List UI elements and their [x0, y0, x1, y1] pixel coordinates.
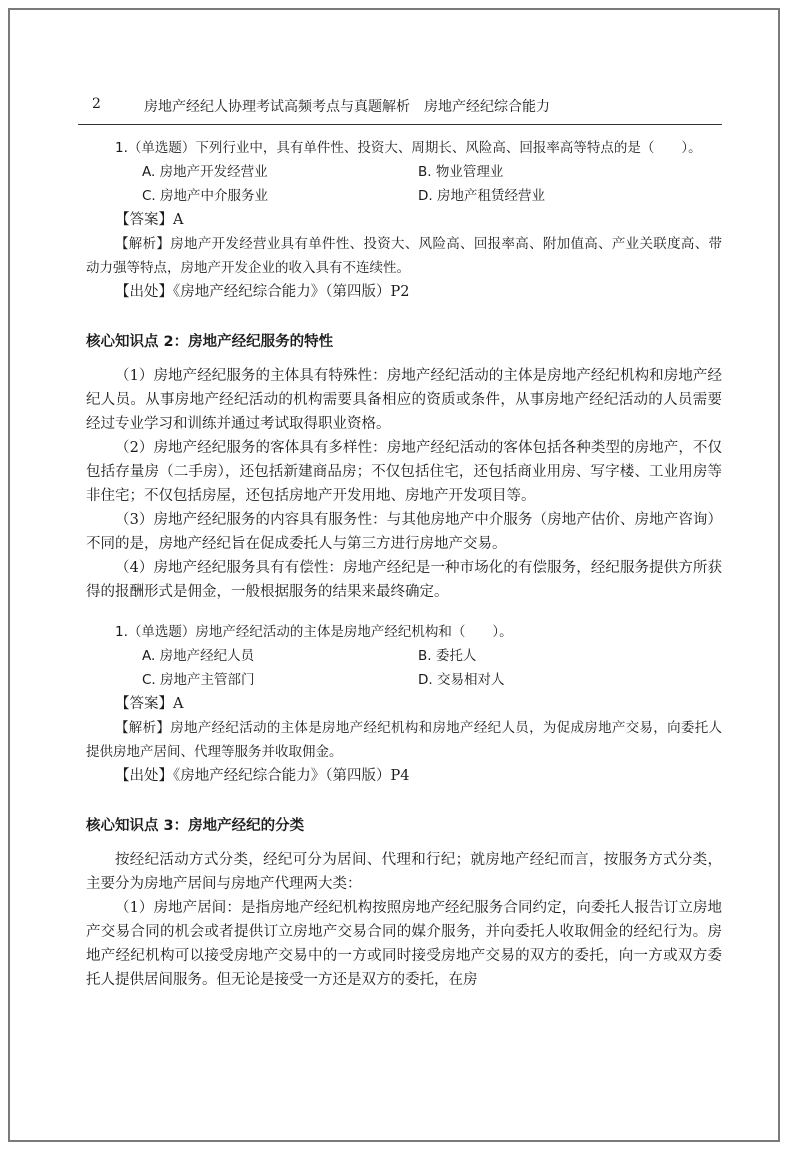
- section-2-title: 核心知识点 2：房地产经纪服务的特性: [86, 334, 334, 350]
- section-3-title: 核心知识点 3：房地产经纪的分类: [86, 818, 305, 834]
- question-1-options: [142, 160, 722, 208]
- question-1-analysis: 【解析】房地产开发经营业具有单件性、投资大、风险高、回报率高、附加值高、产业关联度高、带动力强等特点，房地产开发企业的收入具有不连续性。: [86, 236, 722, 276]
- option-b: B. 委托人: [418, 648, 477, 664]
- section-2-paragraph: （3）房地产经纪服务的内容具有服务性：与其他房地产中介服务（房地产估价、房地产咨询）不同的是，房地产经纪旨在促成委托人与第三方进行房地产交易。: [86, 512, 722, 552]
- question-1-stem: 1.（单选题）下列行业中，具有单件性、投资大、周期长、风险高、回报率高等特点的是（ ）。: [115, 140, 702, 156]
- section-2-paragraph: （4）房地产经纪服务具有有偿性：房地产经纪是一种市场化的有偿服务，经纪服务提供方所获得的报酬形式是佣金，一般根据服务的结果来最终确定。: [86, 560, 722, 600]
- option-a: A. 房地产经纪人员: [142, 648, 255, 664]
- section-3-paragraph: 按经纪活动方式分类，经纪可分为居间、代理和行纪；就房地产经纪而言，按服务方式分类，主要分为房地产居间与房地产代理两大类：: [86, 852, 722, 892]
- option-d: D. 交易相对人: [418, 672, 505, 688]
- option-c: C. 房地产主管部门: [142, 672, 255, 688]
- question-2-source: 【出处】《房地产经纪综合能力》（第四版）P4: [115, 768, 410, 784]
- header-title: 房地产经纪人协理考试高频考点与真题解析 房地产经纪综合能力: [144, 99, 550, 115]
- question-1-source: 【出处】《房地产经纪综合能力》（第四版）P2: [115, 284, 410, 300]
- option-c: C. 房地产中介服务业: [142, 188, 269, 204]
- option-a: A. 房地产开发经营业: [142, 164, 268, 180]
- section-3-paragraph: （1）房地产居间：是指房地产经纪机构按照房地产经纪服务合同约定，向委托人报告订立房地产交易合同的机会或者提供订立房地产交易合同的媒介服务，并向委托人收取佣金的经纪行为。房地产经纪机构可以接受房地产交易中的一方或同时接受房地产交易的双方的委托，向一方或双方委托人提供居间服务。但无论是接受一方还是双方的委托，在房: [86, 900, 722, 988]
- section-2-paragraph: （1）房地产经纪服务的主体具有特殊性：房地产经纪活动的主体是房地产经纪机构和房地产经纪人员。从事房地产经纪活动的机构需要具备相应的资质或条件，从事房地产经纪活动的人员需要经过专业学习和训练并通过考试取得职业资格。: [86, 368, 722, 432]
- question-2-analysis: 【解析】房地产经纪活动的主体是房地产经纪机构和房地产经纪人员，为促成房地产交易，向委托人提供房地产居间、代理等服务并收取佣金。: [86, 720, 722, 760]
- question-2-answer: 【答案】A: [115, 696, 184, 712]
- page-number: 2: [92, 96, 101, 112]
- running-header: [78, 92, 722, 125]
- option-d: D. 房地产租赁经营业: [418, 188, 545, 204]
- question-2-options: [142, 644, 722, 692]
- question-1-answer: 【答案】A: [115, 212, 184, 228]
- section-2-paragraph: （2）房地产经纪服务的客体具有多样性：房地产经纪活动的客体包括各种类型的房地产，不仅包括存量房（二手房），还包括新建商品房；不仅包括住宅，还包括商业用房、写字楼、工业用房等非住宅；不仅包括房屋，还包括房地产开发用地、房地产开发项目等。: [86, 440, 722, 504]
- page-frame: [8, 8, 780, 1142]
- page-content: [86, 136, 722, 992]
- option-b: B. 物业管理业: [418, 164, 504, 180]
- question-2-stem: 1.（单选题）房地产经纪活动的主体是房地产经纪机构和（ ）。: [115, 624, 513, 640]
